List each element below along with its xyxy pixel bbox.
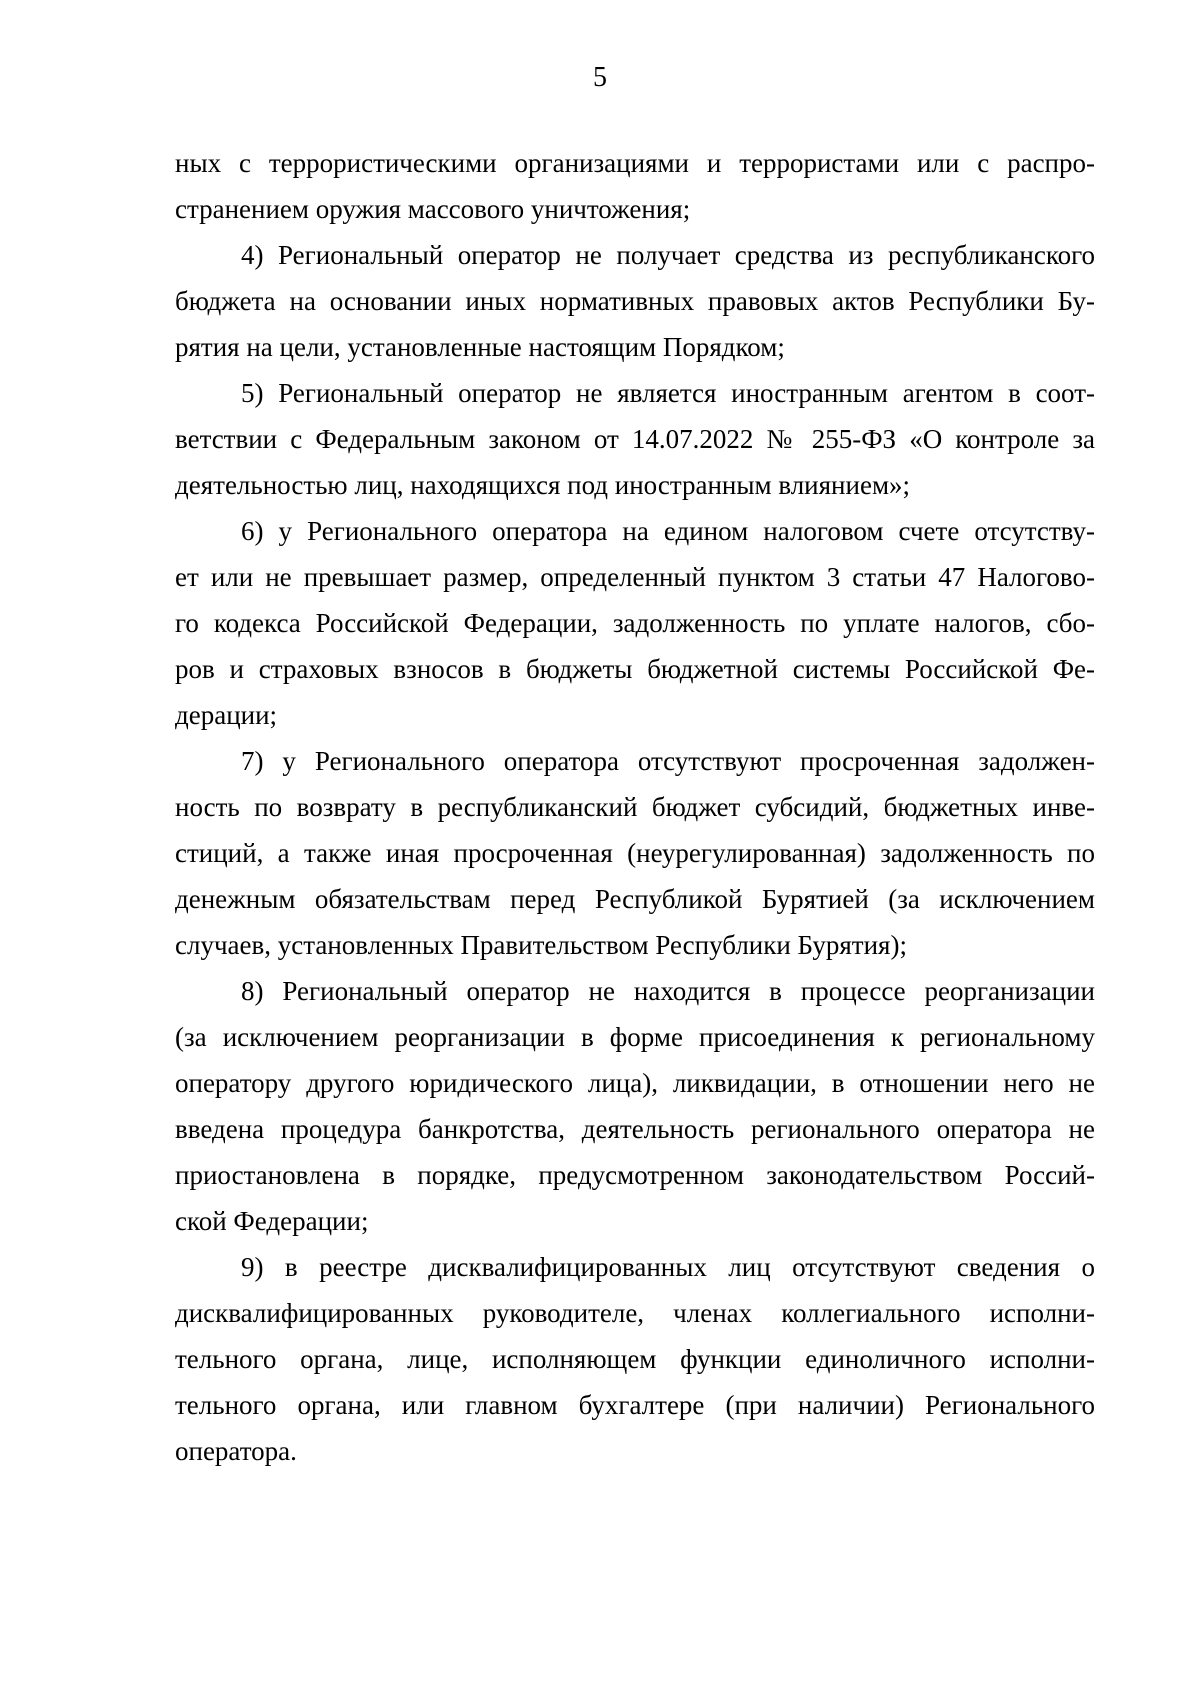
text-line: странением оружия массового уничтожения;	[175, 194, 691, 224]
text-line: ской Федерации;	[175, 1206, 369, 1236]
paragraph-item-4	[175, 232, 1095, 370]
text-line: рятия на цели, установленные настоящим Порядком;	[175, 332, 785, 362]
text-line: деятельностью лиц, находящихся под иностранным влиянием»;	[175, 470, 911, 500]
document-body	[175, 140, 1095, 1474]
paragraph-item-8	[175, 968, 1095, 1244]
paragraph-item-5	[175, 370, 1095, 508]
text-line: ет или не превышает размер, определенный пунктом 3 статьи 47 Налогово-	[175, 562, 1095, 592]
text-line: 9) в реестре дисквалифицированных лиц отсутствуют сведения о	[241, 1252, 1095, 1282]
text-line: бюджета на основании иных нормативных правовых актов Республики Бу-	[175, 286, 1095, 316]
text-line: тельного органа, или главном бухгалтере (при наличии) Регионального	[175, 1390, 1095, 1420]
paragraph-item-9	[175, 1244, 1095, 1474]
paragraph-item-7	[175, 738, 1095, 968]
text-line: дисквалифицированных руководителе, членах коллегиального исполни-	[175, 1298, 1095, 1328]
text-line: 5) Региональный оператор не является иностранным агентом в соот-	[241, 378, 1095, 408]
text-line: оператору другого юридического лица), ликвидации, в отношении него не	[175, 1068, 1095, 1098]
text-line: дерации;	[175, 700, 278, 730]
text-line: тельного органа, лице, исполняющем функции единоличного исполни-	[175, 1344, 1095, 1374]
text-line: 6) у Регионального оператора на едином налоговом счете отсутству-	[241, 516, 1095, 546]
text-line: го кодекса Российской Федерации, задолженность по уплате налогов, сбо-	[175, 608, 1095, 638]
text-line: случаев, установленных Правительством Республики Бурятия);	[175, 930, 907, 960]
text-line: ных с террористическими организациями и террористами или с распро-	[175, 148, 1095, 178]
text-line: введена процедура банкротства, деятельность регионального оператора не	[175, 1114, 1095, 1144]
text-line: ветствии с Федеральным законом от 14.07.2022 № 255-ФЗ «О контроле за	[175, 424, 1095, 454]
text-line: 7) у Регионального оператора отсутствуют просроченная задолжен-	[241, 746, 1095, 776]
text-line: приостановлена в порядке, предусмотренном законодательством Россий-	[175, 1160, 1095, 1190]
text-line: 4) Региональный оператор не получает средства из республиканского	[241, 240, 1095, 270]
text-line: 8) Региональный оператор не находится в процессе реорганизации	[241, 976, 1095, 1006]
text-line: стиций, а также иная просроченная (неурегулированная) задолженность по	[175, 838, 1095, 868]
paragraph-continuation	[175, 140, 1095, 232]
text-line: ность по возврату в республиканский бюджет субсидий, бюджетных инве-	[175, 792, 1095, 822]
text-line: денежным обязательствам перед Республикой Бурятией (за исключением	[175, 884, 1095, 914]
text-line: (за исключением реорганизации в форме присоединения к региональному	[175, 1022, 1095, 1052]
text-line: ров и страховых взносов в бюджеты бюджетной системы Российской Фе-	[175, 654, 1095, 684]
text-line: оператора.	[175, 1436, 297, 1466]
paragraph-item-6	[175, 508, 1095, 738]
page-number: 5	[593, 62, 607, 93]
